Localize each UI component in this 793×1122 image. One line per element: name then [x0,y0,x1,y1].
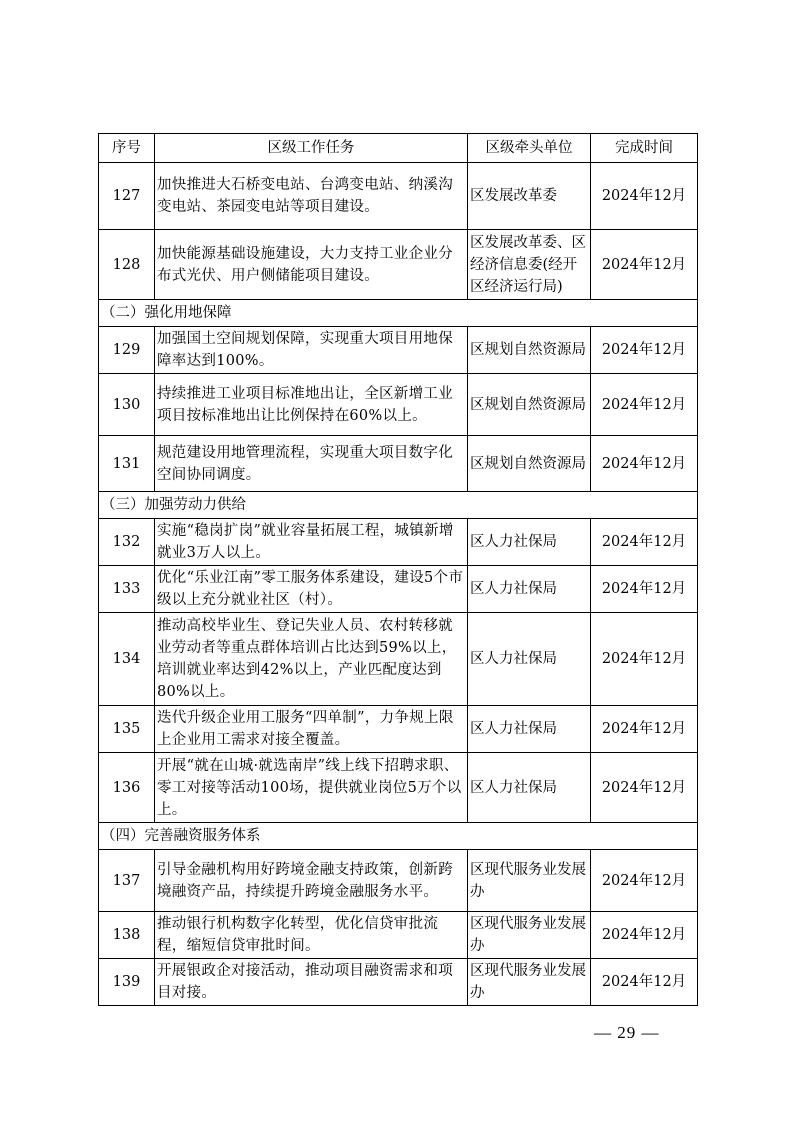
row-task: 引导金融机构用好跨境金融支持政策，创新跨境融资产品，持续提升跨境金融服务水平。 [155,850,468,912]
table-row [99,566,698,613]
row-unit: 区规划自然资源局 [468,374,591,436]
row-task: 规范建设用地管理流程，实现重大项目数字化空间协同调度。 [155,436,468,492]
row-time: 2024年12月 [591,566,698,613]
section-row [99,492,698,519]
row-task: 推动高校毕业生、登记失业人员、农村转移就业劳动者等重点群体培训占比达到59%以上，培训就业率达到42%以上，产业匹配度达到80%以上。 [155,613,468,706]
section-title: （三）加强劳动力供给 [99,492,698,519]
section-title: （二）强化用地保障 [99,300,698,327]
row-number: 136 [99,753,155,823]
row-number: 137 [99,850,155,912]
row-number: 129 [99,327,155,374]
table-row [99,850,698,912]
row-unit: 区现代服务业发展办 [468,850,591,912]
row-task: 迭代升级企业用工服务“四单制”，力争规上限上企业用工需求对接全覆盖。 [155,706,468,753]
row-number: 139 [99,959,155,1006]
row-task: 开展“就在山城·就选南岸”线上线下招聘求职、零工对接等活动100场，提供就业岗位5万个以上。 [155,753,468,823]
row-time: 2024年12月 [591,163,698,230]
row-task: 实施“稳岗扩岗”就业容量拓展工程，城镇新增就业3万人以上。 [155,519,468,566]
table-row [99,230,698,300]
row-task: 加快能源基础设施建设，大力支持工业企业分布式光伏、用户侧储能项目建设。 [155,230,468,300]
table-row [99,327,698,374]
table-body [99,163,698,1006]
row-task: 加快推进大石桥变电站、台鸿变电站、纳溪沟变电站、茶园变电站等项目建设。 [155,163,468,230]
row-unit: 区发展改革委 [468,163,591,230]
row-unit: 区现代服务业发展办 [468,959,591,1006]
row-time: 2024年12月 [591,706,698,753]
table-row [99,163,698,230]
section-row [99,823,698,850]
row-time: 2024年12月 [591,959,698,1006]
row-unit: 区规划自然资源局 [468,436,591,492]
row-time: 2024年12月 [591,327,698,374]
header-unit: 区级牵头单位 [468,134,591,163]
row-task: 加强国土空间规划保障，实现重大项目用地保障率达到100%。 [155,327,468,374]
page-number: — 29 — [594,1023,660,1042]
table-row [99,374,698,436]
section-title: （四）完善融资服务体系 [99,823,698,850]
row-time: 2024年12月 [591,519,698,566]
row-unit: 区规划自然资源局 [468,327,591,374]
task-table [98,133,698,1006]
row-number: 128 [99,230,155,300]
row-unit: 区发展改革委、区经济信息委(经开区经济运行局) [468,230,591,300]
row-time: 2024年12月 [591,753,698,823]
row-unit: 区人力社保局 [468,706,591,753]
row-unit: 区人力社保局 [468,566,591,613]
row-number: 130 [99,374,155,436]
row-task: 持续推进工业项目标准地出让，全区新增工业项目按标准地出让比例保持在60%以上。 [155,374,468,436]
row-number: 138 [99,912,155,959]
table-row [99,436,698,492]
row-task: 推动银行机构数字化转型，优化信贷审批流程，缩短信贷审批时间。 [155,912,468,959]
row-unit: 区人力社保局 [468,613,591,706]
row-number: 132 [99,519,155,566]
table-row [99,753,698,823]
row-time: 2024年12月 [591,436,698,492]
header-no: 序号 [99,134,155,163]
row-time: 2024年12月 [591,374,698,436]
row-unit: 区人力社保局 [468,519,591,566]
row-number: 133 [99,566,155,613]
section-row [99,300,698,327]
table-row [99,519,698,566]
table-row [99,613,698,706]
table-row [99,706,698,753]
row-task: 开展银政企对接活动，推动项目融资需求和项目对接。 [155,959,468,1006]
row-number: 135 [99,706,155,753]
row-number: 134 [99,613,155,706]
header-time: 完成时间 [591,134,698,163]
row-time: 2024年12月 [591,230,698,300]
row-unit: 区人力社保局 [468,753,591,823]
table-row [99,912,698,959]
row-time: 2024年12月 [591,912,698,959]
row-time: 2024年12月 [591,850,698,912]
row-number: 127 [99,163,155,230]
header-task: 区级工作任务 [155,134,468,163]
row-time: 2024年12月 [591,613,698,706]
row-task: 优化“乐业江南”零工服务体系建设，建设5个市级以上充分就业社区（村）。 [155,566,468,613]
row-unit: 区现代服务业发展办 [468,912,591,959]
table-row [99,959,698,1006]
table-header-row [99,134,698,163]
row-number: 131 [99,436,155,492]
